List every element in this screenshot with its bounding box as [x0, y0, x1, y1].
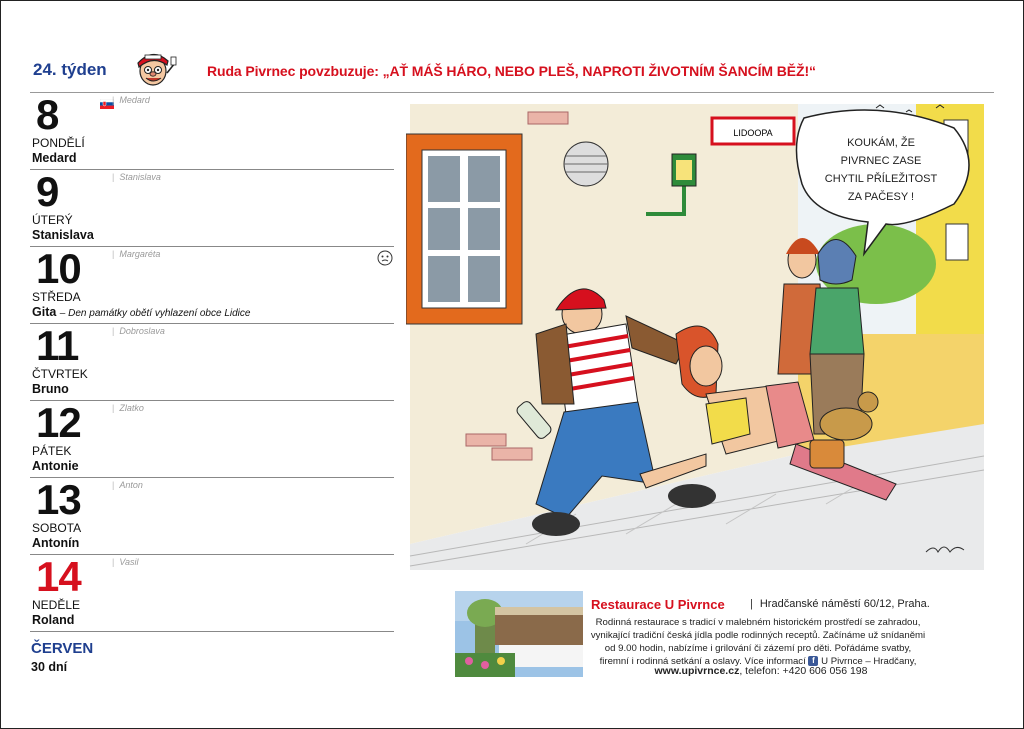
ad-contact	[592, 665, 930, 677]
month-days: 30 dní	[31, 660, 68, 674]
day-number: 14	[36, 553, 81, 600]
month-name: ČERVEN	[31, 640, 94, 657]
nameday: Antonín	[32, 536, 80, 550]
motto: Ruda Pivrnec povzbuzuje: „AŤ MÁŠ HÁRO, NEBO PLEŠ, NAPROTI ŽIVOTNÍM ŠANCÍM BĚŽ!“	[207, 63, 816, 79]
ad-body	[589, 616, 927, 668]
slovak-nameday: | Dobroslava	[112, 326, 165, 336]
day-name: PONDĚLÍ	[32, 136, 85, 150]
day-row-monday	[30, 93, 394, 170]
day-row-friday	[30, 401, 394, 478]
day-number: 12	[36, 399, 81, 446]
cartoon-illustration	[406, 104, 984, 570]
day-name: SOBOTA	[32, 521, 82, 535]
speech-line: KOUKÁM, ŽE	[847, 137, 915, 149]
cartoon-sign-text: LIDOOPA	[733, 128, 773, 138]
nameday	[32, 305, 250, 319]
speech-line: ZA PAČESY !	[847, 191, 915, 203]
slovak-nameday: | Anton	[112, 480, 143, 490]
day-number: 13	[36, 476, 81, 523]
day-number: 8	[36, 91, 59, 138]
facebook-icon: f	[808, 656, 818, 666]
day-name: NEDĚLE	[32, 598, 81, 612]
day-number: 11	[36, 322, 79, 369]
slovak-nameday: | Margaréta	[112, 249, 160, 259]
day-row-thursday	[30, 324, 394, 401]
day-name: ÚTERÝ	[32, 213, 73, 227]
nameday: Stanislava	[32, 228, 94, 242]
day-row-saturday	[30, 478, 394, 555]
slovak-nameday: | Stanislava	[112, 172, 161, 182]
smiley-icon	[377, 250, 393, 266]
day-row-wednesday	[30, 247, 394, 324]
day-number: 10	[36, 245, 81, 292]
ad-phone: , telefon: +420 606 056 198	[739, 665, 868, 677]
week-label: 24. týden	[33, 60, 107, 79]
nameday: Antonie	[32, 459, 79, 473]
slovak-nameday: | Zlatko	[112, 403, 144, 413]
ad-title: Restaurace U Pivrnce	[591, 597, 725, 612]
ad-facebook-text: U Pivrnce – Hradčany,	[821, 656, 917, 667]
day-number: 9	[36, 168, 59, 215]
day-name: STŘEDA	[32, 290, 81, 304]
day-row-sunday	[30, 555, 394, 632]
slovak-nameday: | Vasil	[112, 557, 139, 567]
speech-line: CHYTIL PŘÍLEŽITOST	[824, 173, 938, 185]
day-name: PÁTEK	[32, 444, 72, 458]
ad-body-text: Rodinná restaurace s tradicí v malebném historickém prostředí se zahradou, vynikající tradiční česká jídla podle rodinných receptů. Začínáme už snídaněmi od 9.00 hodin, nabízíme i grilování či zázemí pro děti. Pořádáme svatby, firemní i rodinná setkání a oslavy. Více informací	[590, 617, 926, 667]
nameday: Roland	[32, 613, 75, 627]
nameday-name: Gita	[32, 305, 57, 319]
day-name: ČTVRTEK	[32, 367, 88, 381]
day-note: – Den památky obětí vyhlazení obce Lidice	[59, 308, 251, 319]
slovak-nameday: | Medard	[112, 95, 150, 105]
ad-address: | Hradčanské náměstí 60/12, Praha.	[750, 598, 930, 610]
restaurant-photo	[455, 591, 583, 677]
mascot-logo	[131, 43, 179, 91]
nameday: Medard	[32, 151, 77, 165]
nameday: Bruno	[32, 382, 69, 396]
speech-line: PIVRNEC ZASE	[840, 155, 922, 167]
ad-website: www.upivrnce.cz	[654, 665, 740, 677]
day-row-tuesday	[30, 170, 394, 247]
